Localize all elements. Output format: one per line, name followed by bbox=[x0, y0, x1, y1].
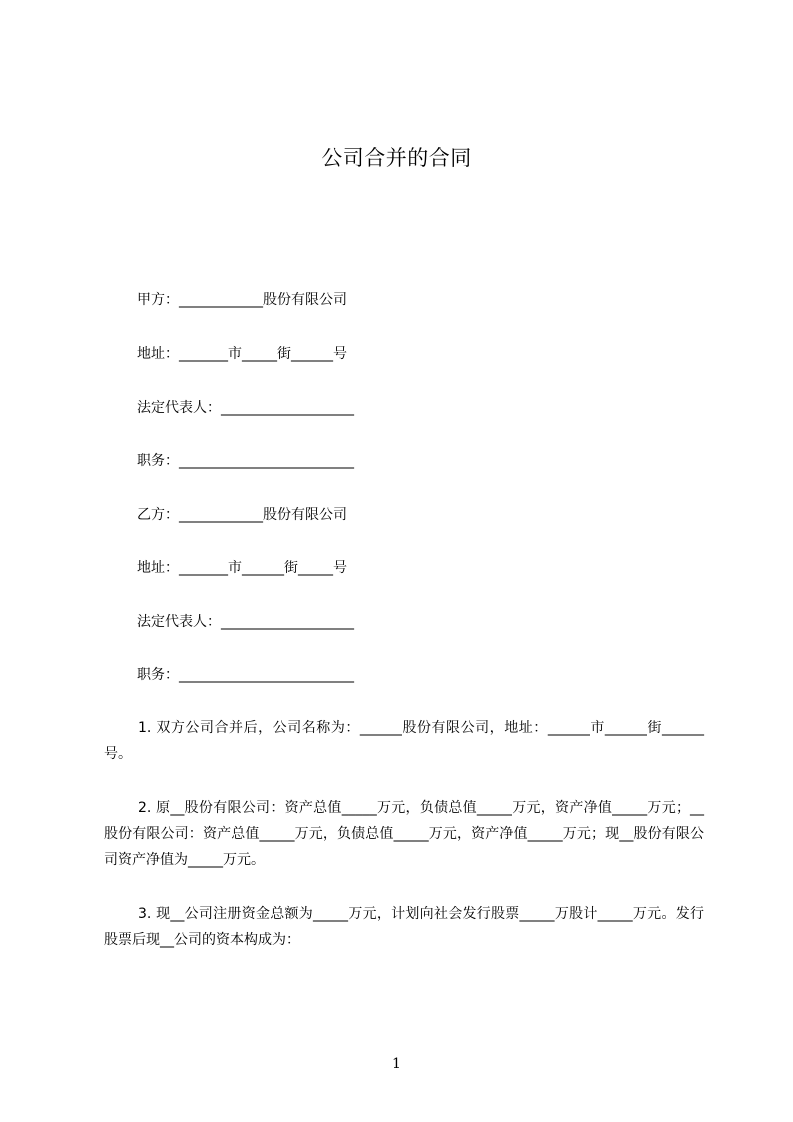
clause-3-text: 3. 现__公司注册资金总额为_____万元，计划向社会发行股票_____万股计_____万元。发行股票后现__公司的资本构成为： bbox=[104, 906, 704, 948]
party-a-address: 地址：_______市_____街______号 bbox=[137, 346, 347, 362]
party-b-address: 地址：_______市______街_____号 bbox=[137, 560, 347, 576]
party-a-position: 职务：_________________________ bbox=[137, 453, 354, 469]
clause-1-text: 1. 双方公司合并后，公司名称为：______股份有限公司，地址：______市______街______号。 bbox=[104, 720, 704, 762]
page-title: 公司合并的合同 bbox=[321, 146, 472, 170]
party-a-name: 甲方：____________股份有限公司 bbox=[137, 292, 347, 308]
page-number: 1 bbox=[392, 1056, 401, 1072]
clause-1 bbox=[104, 715, 704, 767]
party-a-legal-rep: 法定代表人：___________________ bbox=[137, 400, 354, 416]
clause-2 bbox=[104, 795, 704, 873]
clause-2-text: 2. 原__股份有限公司：资产总值_____万元，负债总值_____万元，资产净值_____万元；__股份有限公司：资产总值_____万元，负债总值_____万元，资产净值_____万元；现__股份有限公司资产净值为_____万元。 bbox=[104, 800, 704, 868]
clause-3 bbox=[104, 901, 704, 953]
party-b-legal-rep: 法定代表人：___________________ bbox=[137, 614, 354, 630]
party-b-name: 乙方：____________股份有限公司 bbox=[137, 507, 347, 523]
party-b-position: 职务：_________________________ bbox=[137, 667, 354, 683]
